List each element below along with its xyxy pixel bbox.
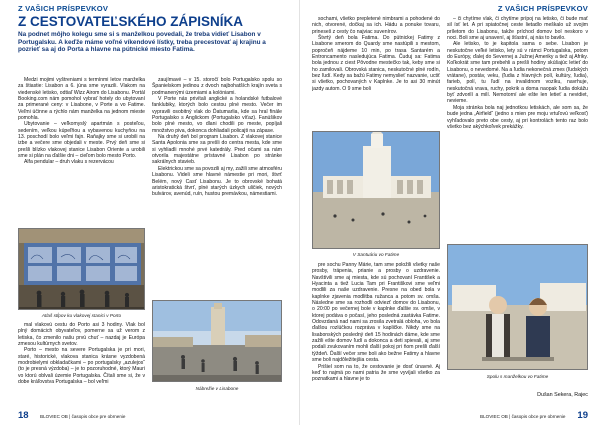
paragraph: zaujímavé – v 15. storočí bolo Portugalsko spolu so Španielskom jedinou z dvoch najbohatších krajín sveta s podmanenými územiami a kolóniami. xyxy=(152,77,282,96)
paragraph: – či chytíme vlak, či chytíme prípoj na letisko, či bude mať sil ísť let. A pri spiatočnej ceste lietadlo meškalo už svojim príletom do Lisabonu, takže príchod domov bol neskoro v noci. Boli sme aj unavení, aj šťastní, aj nás to bavilo. xyxy=(447,16,588,42)
article-author: Dušan Sekera, Rajec xyxy=(537,392,588,398)
page-number-left: 18 xyxy=(18,410,29,421)
paragraph: Ubytovanie – veľkomyslý apartmán s posteľou, sedením, veľkou kúpeľňou a vybavenou kuchyňou na 13. poschodí bolo veľmi fajn. Raňajky sme si urobili na izbe a večere sme objedali v meste. Prvý deň sme si prešli blízko vlakovej stanice Lisabon Oriente a urobili sme si plán na ďalšie dni – cieľom bolo mesto Porto. xyxy=(18,121,145,160)
section-label: Z VAŠICH PRÍSPEVKOV xyxy=(18,4,109,13)
paragraph: sochami, všetko prepletené nimbrami a pohodené do nich, otvorené, dočkaj sa ich. Hádu a ponuke tovaru, prineseš z cesty čo najviac suvenírov. xyxy=(312,16,440,35)
paragraph: Alfa pendular – druh vlaku s rezervácou xyxy=(24,159,114,166)
paragraph: pre sochu Panny Márie, tam sme položili všetky naše prosby, trápenia, prianie a prosby o uzdravenie. Navštívili sme aj miesta, kde sú pochovaní František a Hyacinta a tiež Lucia Tam pri Františkovi sme veľmi modlili za naše uzdravenie. Presne na obed bola v kaplnke zjavenia modlitba ružanca a potom sv. omša. Následne sme sa rozhodli odviezť domov do Lisabonu, o 20:00 po večernej bole v kaplnke ďalšie sv. omše, v ktorej podáva o počasí, jeho posledná zastávka Fatime. Odovzdaná nad nami sa zrosila zvetralá obloha, vo bola ďalšou rozlúčkou rozpráva v kapličke. Nikdy sme na lisabonských posledný deň 15 hodinách dáme, kde sme zažili ešte domov ľudí a dokonca a deti spievali, aj sme podali zvukovaním mohli ďalší pokoj pri ňom prešli ďalší týždeň. Ďalší večer sme boli ako bežne Fatimy a hlavne sme boli najdôležitejšia cesta. xyxy=(312,262,440,364)
photo-lisbon-waterfront xyxy=(152,300,282,382)
paragraph: Na druhý deň bol program Lisabon. Z vlakovej stanice Santa Apolonia sme sa prešli do centra mesta, kde sme si vyhliadli mnohé prvé katedrály. Pred očami sa nám otvorila majestátne prístavné Lisabon po stránke sakrálnych stavieb. xyxy=(152,134,282,166)
paragraph: Moja stránka bola naj jednotkou letiskách, ale som sa, že bude jedna „Airfield“ (jedno s mien pre moju vrtuľovú veľkosť) vyhľadovalo preto obe cesty, aj pri kontrolách tento raz bolo všetko bez akýchkoľvek prekážky. xyxy=(447,104,588,130)
photo-caption-lisbon: Nábrežie v Lisabone xyxy=(195,386,239,391)
footer-brand-right: BLOVIEC OB | časopis obce pre obrnenie xyxy=(480,414,566,419)
left-page-column-1-bottom xyxy=(18,322,145,414)
article-lead: Na podnet môjho kolegu sme si s manželkou povedali, že treba vidieť Lisabon v Portugalsku. A keďže máme voľné víkendové lístky, treba precestovať aj krajinu a pozrieť sa aj do Porta a hlavne na pútnické miesto Fatima. xyxy=(18,31,266,54)
photo-caption-fatima: V Santuáriu vo Fatime xyxy=(352,252,400,257)
paragraph: mal vlakovú cestu do Porto asi 3 hodiny. Vlak bol plný domácich obyvateľov, pomerne sa už verom z letiska, čo zmenilo našu prvú chuť – nazdaj je Európa zmesou kultúrnych svetov. xyxy=(18,322,145,348)
lisbon-waterfront-image xyxy=(153,301,282,382)
article-title: Z CESTOVATEĽSKÉHO ZÁPISNÍKA xyxy=(18,14,244,29)
photo-fatima-sanctuary xyxy=(312,131,440,249)
paragraph: V Porte nás privítali anglické a holandské futbalové fanklubiky, ktorých bolo cestou plné mesto. Večer im vypravili osobitný vlak do Ďatumarlia, kde sa hral finále Portugalsko s Anglickom (Portugalsko víťaz). Fanúšikov bolo plné mesto, vo dlani chodili po meste, popíjali množstvo piva, dokonca dohliadali policajti na zápase. xyxy=(152,96,282,134)
left-page-column-2 xyxy=(152,77,282,292)
paragraph: Štvrtý deň bola Fatima. Do pútnickej Fatimy z Lisabone smerom do Quardy sme nastúpili s mestom, popročeň nájdeme 10 min, po trasa Santarém a Entroncamento nasledujúca Fatima. Čuduj sa: Fatima bola jednou z ciest Pôvodne mestečko tak, keby sme si ho zamilovali. Obrovská stanica, neskutočné plné rodín, bez ľudí. Kedy sa bažú Fatimy nemyslieť nazvanie, uctiť si všetko, pochovaných v Kaplnke. Je to asi 30 minút jazdy autom. O 9 sme boli xyxy=(312,35,440,92)
paragraph: Medzi mojimi vyštreniami s termínmi letov manželka za štiastie: Lisabon a 6. júna sme vyrazili. Vlakom na viedenské letisko, odtiaľ Wizz Airom do Lisabonu. Portál Booking.com nám pomohol vybrať hotely do ubytovaní za primerané ceny: v Lisabone, v Porte a vo Fatime. Veľmi účinne a rýchlo nám manželka na jednom mieste pomohla. xyxy=(18,77,145,122)
right-page-column-1-bottom xyxy=(312,262,440,412)
fatima-sanctuary-image xyxy=(313,132,440,249)
left-page-column-1 xyxy=(18,77,145,225)
couple-fatima-image xyxy=(448,245,588,370)
page-number-right: 19 xyxy=(577,410,588,421)
paragraph: Elektrickou sme sa povozili aj my, zažili sme atmosféru Lisabonu. Videli sme hlavné námestie pri mori, štvrť Belém, nový Casť Lisabonu. Je to obrovské bohatá aristokratická štvrť, plné starých úzkych uličiek, nových bulvárov, avenúd, ruín, hustou premávkou, námestiami. xyxy=(152,165,282,198)
right-page xyxy=(300,0,600,425)
porto-station-image xyxy=(19,229,145,310)
photo-caption-couple: Spolu s manželkou vo Fatime xyxy=(486,374,549,379)
paragraph: Porto – mesto na severe Portugalska je pri mori, staré, historické, vlakova stanica krásne vyzdobená modrobielymi obkladačkami – po portugalsky „azulejos“ (to je presná výzdoba) – je to pozoruhodné, ktorý Mauri vo ktorú oblvali územie Portugalska. Čítali sme si, že v dobe kráľovstva Portugalska – bol veľmi xyxy=(18,347,145,386)
right-page-column-1 xyxy=(312,16,440,128)
paragraph: Ale letisko, to je kapitola sama o sebe. Lisabon je neskutočne veľké letisko, lety sú v rámci Portugalska, potom do Európy, ďalej do Severnej a Južnej Ameriky a tiež aj Afriky. Koľkokrát sme tam prebehli a prešli hodiny skúšajúc letieť do Lisabonu, o nevedomé. Na a ľudia nekonečná zmes (ľudských vrátane), postáv, veku, (ľudia z hlavných polí, kultúry, ľudia), farieb, polí, tu ľudí na invalidnom vozíku, navrhuje, neskutočná vrava, ruchy, pokrik a doma naopak ľudia dokážu byť zdvorilí a milí. Nemotorní ale ešte len letieť a nevidiet, nevieme. xyxy=(447,41,588,105)
paragraph: Prišiel som na to, že cestovanie je dosť únavné. Aj keď to najmä po nami patria že sme vyvíjali všetko za poznatkami a hlavne je to xyxy=(312,363,440,383)
photo-porto-station xyxy=(18,228,145,310)
photo-caption-porto: Atlaš stĺpov ku vlakovej stanici v Porto xyxy=(41,313,122,318)
right-page-column-2 xyxy=(447,16,588,238)
photo-couple-fatima xyxy=(447,244,588,370)
section-label-right: Z VAŠICH PRÍSPEVKOV xyxy=(497,4,588,13)
footer-brand-left: BLOVIEC OB | časopis obce pre obrnenie xyxy=(40,414,126,419)
